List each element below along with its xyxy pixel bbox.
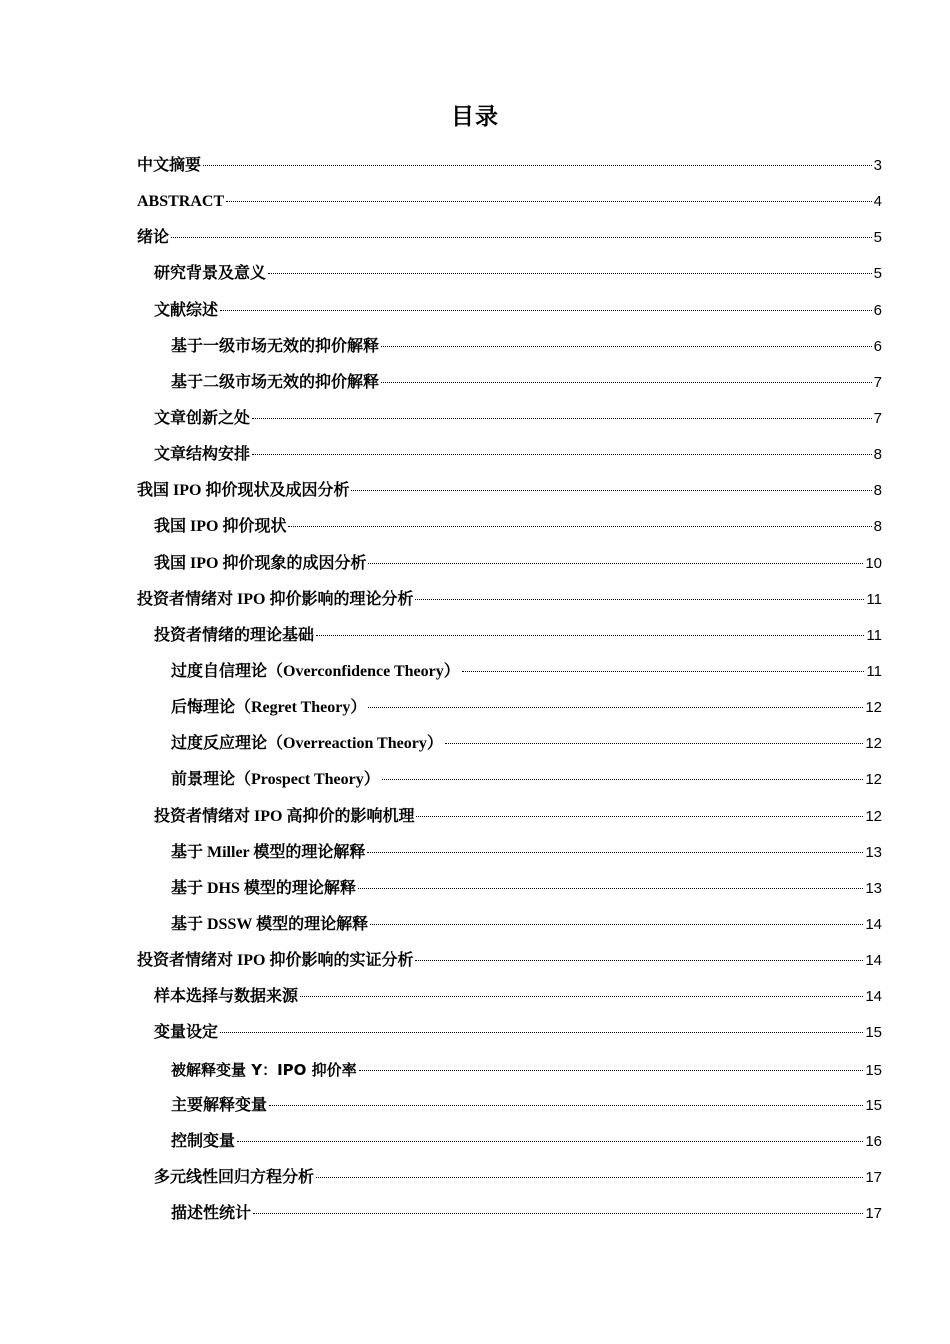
toc-dot-leader	[351, 490, 871, 491]
toc-dot-leader	[226, 201, 872, 202]
toc-page-number: 12	[865, 771, 882, 789]
toc-entry[interactable]	[137, 184, 882, 220]
toc-dot-leader	[381, 382, 872, 383]
toc-page-number: 15	[865, 1024, 882, 1042]
toc-entry-title: 过度自信理论（Overconfidence Theory）	[171, 662, 460, 680]
toc-entry[interactable]	[137, 365, 882, 401]
toc-page-number: 12	[865, 699, 882, 717]
toc-page-number: 11	[866, 590, 882, 608]
toc-page-number: 6	[873, 301, 882, 319]
toc-entry[interactable]	[137, 509, 882, 545]
toc-page-number: 13	[865, 843, 882, 861]
toc-entry[interactable]	[137, 979, 882, 1015]
toc-dot-leader	[203, 165, 872, 166]
toc-dot-leader	[382, 779, 864, 780]
toc-entry-title: 投资者情绪对 IPO 抑价影响的理论分析	[137, 590, 414, 608]
toc-entry[interactable]	[137, 1052, 882, 1088]
toc-dot-leader	[359, 1070, 864, 1071]
toc-entry-title: 过度反应理论（Overreaction Theory）	[171, 735, 443, 753]
toc-dot-leader	[416, 816, 863, 817]
toc-entry-title: 主要解释变量	[171, 1096, 268, 1114]
toc-entry[interactable]	[137, 726, 882, 762]
toc-dot-leader	[370, 924, 863, 925]
toc-entry-title: 文献综述	[154, 301, 219, 319]
toc-dot-leader	[445, 743, 863, 744]
toc-entry[interactable]	[137, 835, 882, 871]
toc-page-number: 11	[866, 626, 882, 644]
toc-page-number: 12	[865, 807, 882, 825]
toc-entry-title: 投资者情绪的理论基础	[154, 626, 315, 644]
toc-entry[interactable]	[137, 1196, 882, 1232]
toc-dot-leader	[171, 237, 872, 238]
toc-entry[interactable]	[137, 690, 882, 726]
toc-entry-title: 投资者情绪对 IPO 抑价影响的实证分析	[137, 952, 414, 970]
toc-entry[interactable]	[137, 329, 882, 365]
toc-page-number: 3	[873, 157, 882, 174]
toc-entry[interactable]	[137, 1160, 882, 1196]
toc-dot-leader	[368, 563, 863, 564]
toc-entry-title: 后悔理论（Regret Theory）	[171, 699, 367, 717]
toc-entry-title: 基于二级市场无效的抑价解释	[171, 373, 380, 391]
toc-dot-leader	[300, 996, 863, 997]
toc-entry-title: 绪论	[137, 229, 170, 247]
toc-page-number: 14	[865, 952, 882, 970]
toc-page-number: 11	[866, 662, 882, 680]
toc-entry[interactable]	[137, 762, 882, 798]
toc-page-number: 6	[873, 337, 882, 355]
toc-page-number: 15	[865, 1061, 882, 1079]
toc-page-number: 13	[865, 879, 882, 897]
toc-dot-leader	[381, 346, 872, 347]
toc-entry[interactable]	[137, 1124, 882, 1160]
toc-entry[interactable]	[137, 256, 882, 292]
toc-entry[interactable]	[137, 871, 882, 907]
toc-page-number: 14	[865, 988, 882, 1006]
toc-entry[interactable]	[137, 546, 882, 582]
toc-entry-title: 文章结构安排	[154, 446, 251, 464]
toc-dot-leader	[316, 1177, 863, 1178]
toc-entry[interactable]	[137, 473, 882, 509]
toc-page-number: 5	[873, 229, 882, 247]
toc-page-number: 17	[865, 1168, 882, 1186]
toc-entry-title: 前景理论（Prospect Theory）	[171, 771, 380, 789]
toc-entry[interactable]	[137, 1088, 882, 1124]
toc-dot-leader	[252, 418, 872, 419]
toc-page-number: 10	[865, 554, 882, 572]
toc-page-number: 15	[865, 1096, 882, 1114]
toc-dot-leader	[220, 1032, 863, 1033]
toc-page-number: 17	[865, 1205, 882, 1223]
toc-page-number: 7	[873, 373, 882, 391]
toc-entry-title: 基于 Miller 模型的理论解释	[171, 843, 366, 861]
toc-page-number: 4	[873, 193, 882, 211]
toc-entry[interactable]	[137, 582, 882, 618]
toc-entry-title: 被解释变量 Y：IPO 抑价率	[171, 1060, 357, 1079]
toc-entry-title: 研究背景及意义	[154, 265, 267, 283]
toc-page-number: 8	[873, 518, 882, 536]
toc-entry-title: 多元线性回归方程分析	[154, 1168, 315, 1186]
toc-page-number: 5	[873, 265, 882, 283]
toc-entry-title: 我国 IPO 抑价现状	[154, 518, 287, 536]
toc-dot-leader	[415, 960, 863, 961]
toc-entry-title: 基于一级市场无效的抑价解释	[171, 337, 380, 355]
toc-entry[interactable]	[137, 220, 882, 256]
toc-page-number: 16	[865, 1132, 882, 1150]
toc-entry-title: 基于 DSSW 模型的理论解释	[171, 915, 369, 933]
toc-page-number: 7	[873, 409, 882, 427]
toc-dot-leader	[368, 707, 863, 708]
toc-entry[interactable]	[137, 907, 882, 943]
toc-entry[interactable]	[137, 799, 882, 835]
toc-page-number: 8	[873, 482, 882, 500]
page-title: 目录	[451, 104, 499, 130]
toc-page-number: 8	[873, 446, 882, 464]
toc-entry[interactable]	[137, 943, 882, 979]
toc-dot-leader	[288, 526, 871, 527]
toc-dot-leader	[268, 273, 872, 274]
toc-entry-title: 基于 DHS 模型的理论解释	[171, 879, 356, 897]
toc-dot-leader	[252, 454, 872, 455]
toc-dot-leader	[316, 635, 864, 636]
toc-entry-title: 文章创新之处	[154, 409, 251, 427]
toc-entry[interactable]	[137, 654, 882, 690]
toc-entry-title: 描述性统计	[171, 1205, 252, 1223]
toc-entry-title: 变量设定	[154, 1024, 219, 1042]
toc-dot-leader	[269, 1105, 863, 1106]
toc-dot-leader	[367, 852, 863, 853]
toc-dot-leader	[462, 671, 865, 672]
table-of-contents	[137, 148, 882, 1232]
toc-entry-title: 中文摘要	[137, 157, 202, 174]
toc-entry[interactable]	[137, 618, 882, 654]
toc-entry[interactable]	[137, 437, 882, 473]
toc-entry-title: ABSTRACT	[137, 193, 225, 211]
toc-dot-leader	[358, 888, 863, 889]
toc-dot-leader	[415, 599, 864, 600]
toc-dot-leader	[253, 1213, 863, 1214]
toc-entry-title: 样本选择与数据来源	[154, 988, 299, 1006]
toc-entry-title: 投资者情绪对 IPO 高抑价的影响机理	[154, 807, 415, 825]
toc-entry[interactable]	[137, 148, 882, 184]
toc-page-number: 12	[865, 735, 882, 753]
toc-entry[interactable]	[137, 401, 882, 437]
toc-entry-title: 我国 IPO 抑价现象的成因分析	[154, 554, 367, 572]
toc-entry[interactable]	[137, 293, 882, 329]
toc-page-number: 14	[865, 915, 882, 933]
toc-entry-title: 我国 IPO 抑价现状及成因分析	[137, 482, 350, 500]
toc-dot-leader	[237, 1141, 863, 1142]
toc-entry-title: 控制变量	[171, 1132, 236, 1150]
toc-dot-leader	[220, 310, 872, 311]
toc-entry[interactable]	[137, 1015, 882, 1051]
